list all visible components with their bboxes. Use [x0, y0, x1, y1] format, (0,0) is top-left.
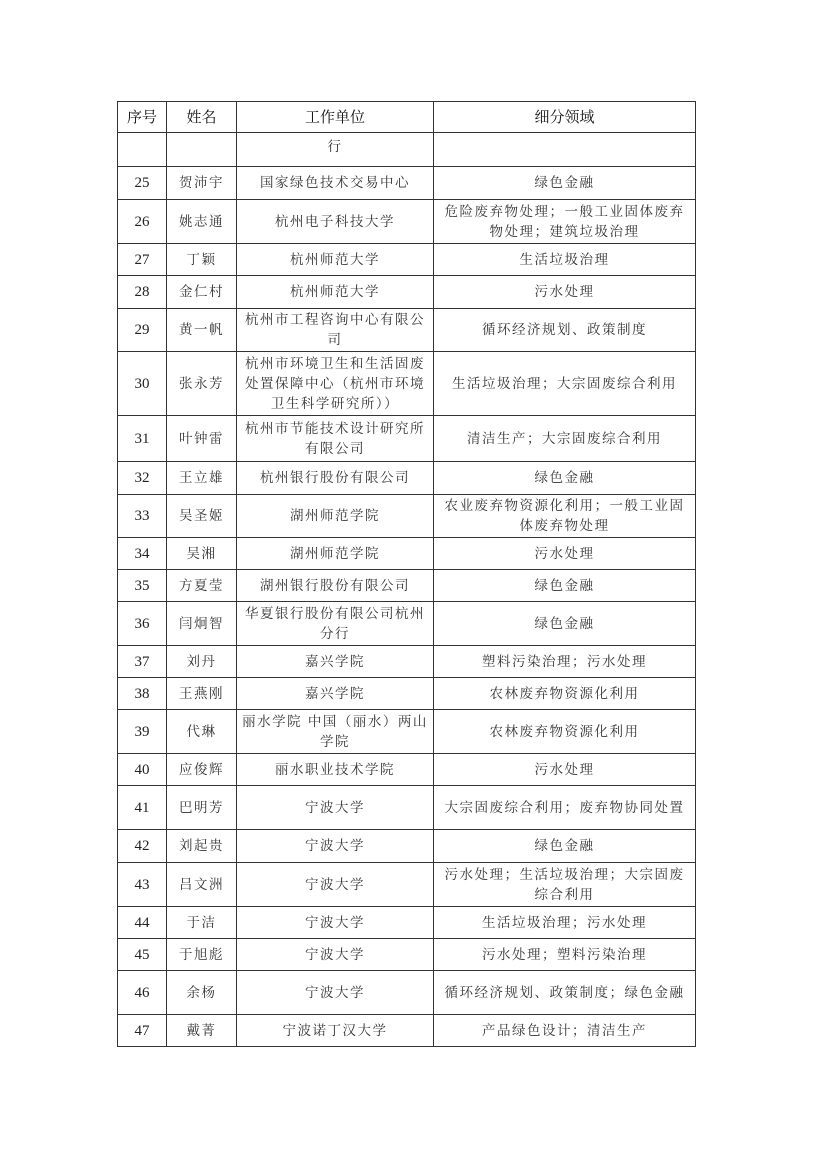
row-org: 国家绿色技术交易中心: [237, 167, 434, 200]
table-row: [118, 907, 696, 939]
row-field: 绿色金融: [434, 570, 696, 602]
row-field: [434, 133, 696, 167]
row-number: 31: [118, 416, 167, 462]
table-row: [118, 570, 696, 602]
row-field: 塑料污染治理；污水处理: [434, 646, 696, 678]
row-field: 循环经济规划、政策制度；绿色金融: [434, 971, 696, 1015]
header-field: 细分领域: [434, 102, 696, 133]
row-org: 宁波大学: [237, 907, 434, 939]
row-name: 贺沛宇: [167, 167, 237, 200]
row-name: 于洁: [167, 907, 237, 939]
row-name: 于旭彪: [167, 939, 237, 971]
row-name: 刘起贵: [167, 830, 237, 863]
row-number: 25: [118, 167, 167, 200]
row-field: 产品绿色设计；清洁生产: [434, 1015, 696, 1047]
row-field: 生活垃圾治理: [434, 244, 696, 276]
row-name: 余杨: [167, 971, 237, 1015]
row-number: 41: [118, 786, 167, 830]
table-row: [118, 133, 696, 167]
table-row: [118, 1015, 696, 1047]
row-org: 杭州电子科技大学: [237, 200, 434, 244]
row-field: 农林废弃物资源化利用: [434, 678, 696, 710]
row-org: 杭州市节能技术设计研究所有限公司: [237, 416, 434, 462]
table-row: [118, 416, 696, 462]
expert-table: [117, 101, 696, 1047]
row-name: 方夏莹: [167, 570, 237, 602]
row-name: 金仁村: [167, 276, 237, 309]
row-field: 农林废弃物资源化利用: [434, 710, 696, 754]
row-org: 杭州市环境卫生和生活固废处置保障中心（杭州市环境卫生科学研究所））: [237, 352, 434, 416]
row-name: 张永芳: [167, 352, 237, 416]
row-name: 戴菁: [167, 1015, 237, 1047]
table-row: [118, 602, 696, 646]
table-row: [118, 276, 696, 309]
row-name: 刘丹: [167, 646, 237, 678]
row-number: 45: [118, 939, 167, 971]
row-org: 杭州市工程咨询中心有限公司: [237, 309, 434, 352]
table-row: [118, 352, 696, 416]
row-name: 吴圣姬: [167, 495, 237, 538]
row-org: 华夏银行股份有限公司杭州分行: [237, 602, 434, 646]
row-name: 丁颖: [167, 244, 237, 276]
row-field: 污水处理: [434, 276, 696, 309]
row-number: 29: [118, 309, 167, 352]
row-number: 37: [118, 646, 167, 678]
row-field: 污水处理: [434, 538, 696, 570]
row-name: 叶钟雷: [167, 416, 237, 462]
row-name: 巴明芳: [167, 786, 237, 830]
row-number: 46: [118, 971, 167, 1015]
row-number: 34: [118, 538, 167, 570]
row-number: 32: [118, 462, 167, 495]
row-org: 湖州师范学院: [237, 538, 434, 570]
row-field: 绿色金融: [434, 830, 696, 863]
row-name: 吴湘: [167, 538, 237, 570]
table-row: [118, 244, 696, 276]
table-row: [118, 495, 696, 538]
table-row: [118, 200, 696, 244]
table-row: [118, 678, 696, 710]
table-row: [118, 786, 696, 830]
row-name: 黄一帆: [167, 309, 237, 352]
row-org: 嘉兴学院: [237, 678, 434, 710]
row-org: 宁波大学: [237, 786, 434, 830]
row-number: 39: [118, 710, 167, 754]
row-field: 清洁生产；大宗固废综合利用: [434, 416, 696, 462]
table-body: [118, 133, 696, 1047]
row-field: 绿色金融: [434, 462, 696, 495]
row-number: 42: [118, 830, 167, 863]
table-row: [118, 754, 696, 786]
row-org: 嘉兴学院: [237, 646, 434, 678]
row-field: 大宗固废综合利用；废弃物协同处置: [434, 786, 696, 830]
row-org: 宁波大学: [237, 971, 434, 1015]
table-row: [118, 939, 696, 971]
table-header-row: [118, 102, 696, 133]
header-org: 工作单位: [237, 102, 434, 133]
row-number: 38: [118, 678, 167, 710]
table-row: [118, 309, 696, 352]
row-name: [167, 133, 237, 167]
row-org: 宁波大学: [237, 830, 434, 863]
table-row: [118, 971, 696, 1015]
row-field: 生活垃圾治理；大宗固废综合利用: [434, 352, 696, 416]
row-number: 47: [118, 1015, 167, 1047]
row-number: 27: [118, 244, 167, 276]
table-row: [118, 538, 696, 570]
row-field: 污水处理: [434, 754, 696, 786]
row-name: 王立雄: [167, 462, 237, 495]
row-name: 姚志通: [167, 200, 237, 244]
row-org: 宁波大学: [237, 863, 434, 907]
row-field: 农业废弃物资源化利用；一般工业固体废弃物处理: [434, 495, 696, 538]
row-org: 丽水学院 中国（丽水）两山学院: [237, 710, 434, 754]
row-field: 污水处理；塑料污染治理: [434, 939, 696, 971]
row-field: 绿色金融: [434, 602, 696, 646]
header-no: 序号: [118, 102, 167, 133]
row-name: 应俊辉: [167, 754, 237, 786]
row-org: 丽水职业技术学院: [237, 754, 434, 786]
row-org: 杭州师范大学: [237, 244, 434, 276]
row-number: 44: [118, 907, 167, 939]
row-field: 绿色金融: [434, 167, 696, 200]
row-number: 40: [118, 754, 167, 786]
row-number: 35: [118, 570, 167, 602]
row-org: 湖州银行股份有限公司: [237, 570, 434, 602]
row-name: 闫炯智: [167, 602, 237, 646]
header-name: 姓名: [167, 102, 237, 133]
row-org: 宁波大学: [237, 939, 434, 971]
row-number: 33: [118, 495, 167, 538]
table-row: [118, 167, 696, 200]
row-field: 危险废弃物处理；一般工业固体废弃物处理；建筑垃圾治理: [434, 200, 696, 244]
table-row: [118, 863, 696, 907]
table-row: [118, 830, 696, 863]
row-org: 杭州师范大学: [237, 276, 434, 309]
table-row: [118, 710, 696, 754]
table-row: [118, 462, 696, 495]
row-field: 污水处理；生活垃圾治理；大宗固废综合利用: [434, 863, 696, 907]
row-number: 28: [118, 276, 167, 309]
row-name: 吕文洲: [167, 863, 237, 907]
row-field: 生活垃圾治理；污水处理: [434, 907, 696, 939]
row-org: 行: [237, 133, 434, 167]
row-org: 杭州银行股份有限公司: [237, 462, 434, 495]
row-org: 湖州师范学院: [237, 495, 434, 538]
row-number: [118, 133, 167, 167]
row-field: 循环经济规划、政策制度: [434, 309, 696, 352]
row-org: 宁波诺丁汉大学: [237, 1015, 434, 1047]
row-number: 26: [118, 200, 167, 244]
row-name: 代琳: [167, 710, 237, 754]
row-number: 36: [118, 602, 167, 646]
row-number: 30: [118, 352, 167, 416]
row-number: 43: [118, 863, 167, 907]
row-name: 王燕刚: [167, 678, 237, 710]
table-row: [118, 646, 696, 678]
